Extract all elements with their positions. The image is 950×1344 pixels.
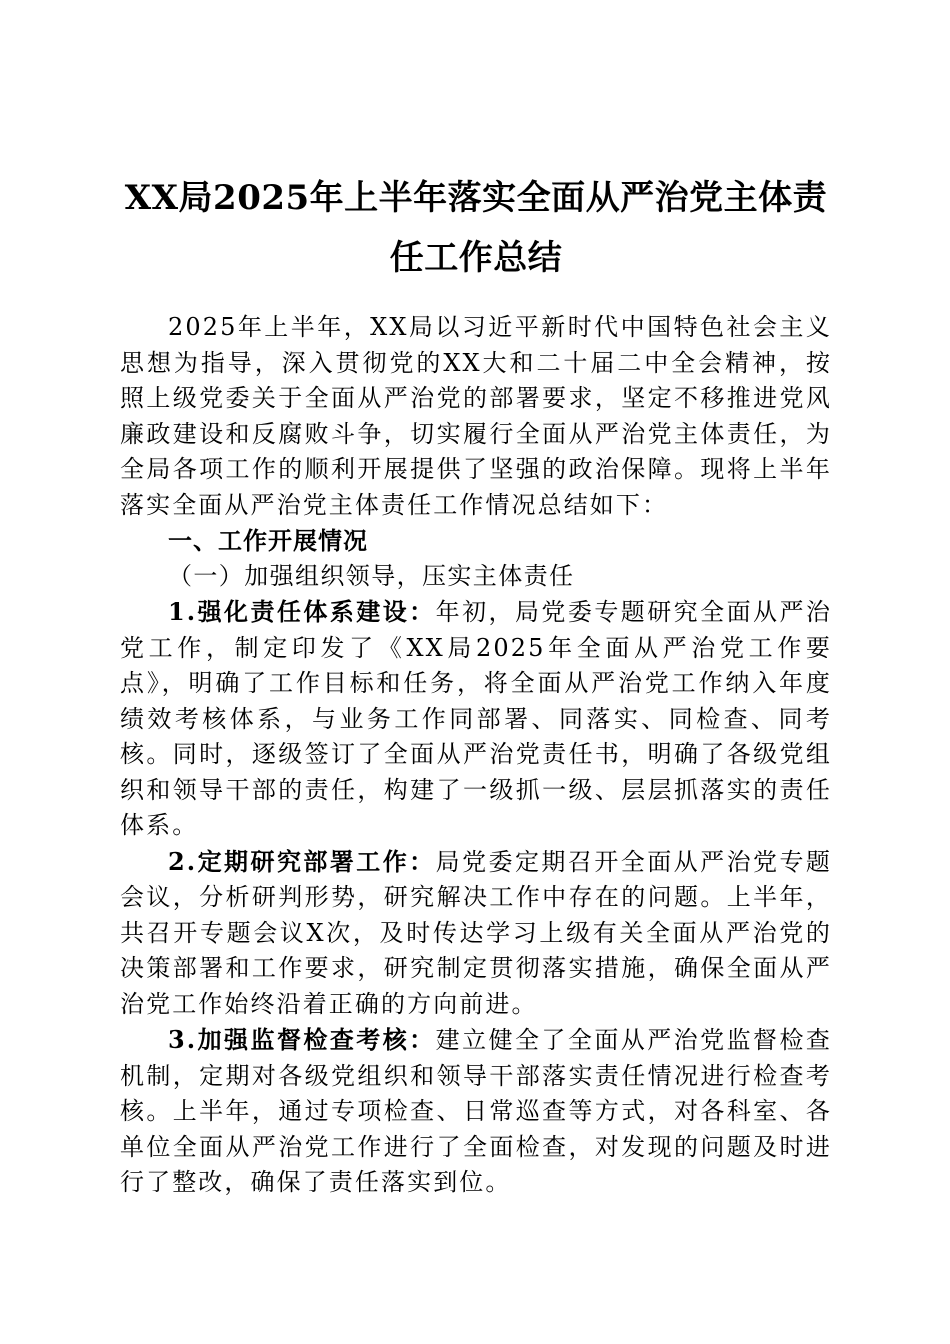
item-3-text: 建立健全了全面从严治党监督检查机制，定期对各级党组织和领导干部落实责任情况进行检查考核。上半年，通过专项检查、日常巡查等方式，对各科室、各单位全面从严治党工作进行了全面检查，对发现的问题及时进行了整改，确保了责任落实到位。 bbox=[120, 1026, 833, 1196]
document-page bbox=[120, 168, 832, 1201]
item-2-text: 局党委定期召开全面从严治党专题会议，分析研判形势，研究解决工作中存在的问题。上半年，共召开专题会议X次，及时传达学习上级有关全面从严治党的决策部署和工作要求，研究制定贯彻落实措施，确保全面从严治党工作始终沿着正确的方向前进。 bbox=[120, 847, 833, 1018]
document-title bbox=[120, 168, 832, 288]
item-2-paragraph bbox=[120, 844, 832, 1023]
intro-paragraph: 2025年上半年，XX局以习近平新时代中国特色社会主义思想为指导，深入贯彻党的XX大和二十届二中全会精神，按照上级党委关于全面从严治党的部署要求，坚定不移推进党风廉政建设和反腐败斗争，切实履行全面从严治党主体责任，为全局各项工作的顺利开展提供了坚强的政治保障。现将上半年落实全面从严治党主体责任工作情况总结如下： bbox=[120, 313, 832, 519]
item-3-paragraph bbox=[120, 1022, 832, 1201]
item-1-text: 年初，局党委专题研究全面从严治党工作，制定印发了《XX局2025年全面从严治党工作要点》，明确了工作目标和任务，将全面从严治党工作纳入年度绩效考核体系，与业务工作同部署、同落实、同检查、同考核。同时，逐级签订了全面从严治党责任书，明确了各级党组织和领导干部的责任，构建了一级抓一级、层层抓落实的责任体系。 bbox=[120, 598, 833, 839]
title-line-2: 任工作总结 bbox=[389, 238, 563, 278]
item-1-lead: 1.强化责任体系建设： bbox=[168, 597, 436, 626]
item-3-lead: 3.加强监督检查考核： bbox=[168, 1025, 436, 1054]
title-line-1: XX局2025年上半年落实全面从严治党主体责 bbox=[124, 178, 828, 218]
item-1-paragraph bbox=[120, 594, 832, 844]
item-2-lead: 2.定期研究部署工作： bbox=[168, 846, 436, 876]
section-heading: 一、工作开展情况 bbox=[168, 526, 368, 555]
subsection-heading: （一）加强组织领导，压实主体责任 bbox=[168, 561, 575, 590]
